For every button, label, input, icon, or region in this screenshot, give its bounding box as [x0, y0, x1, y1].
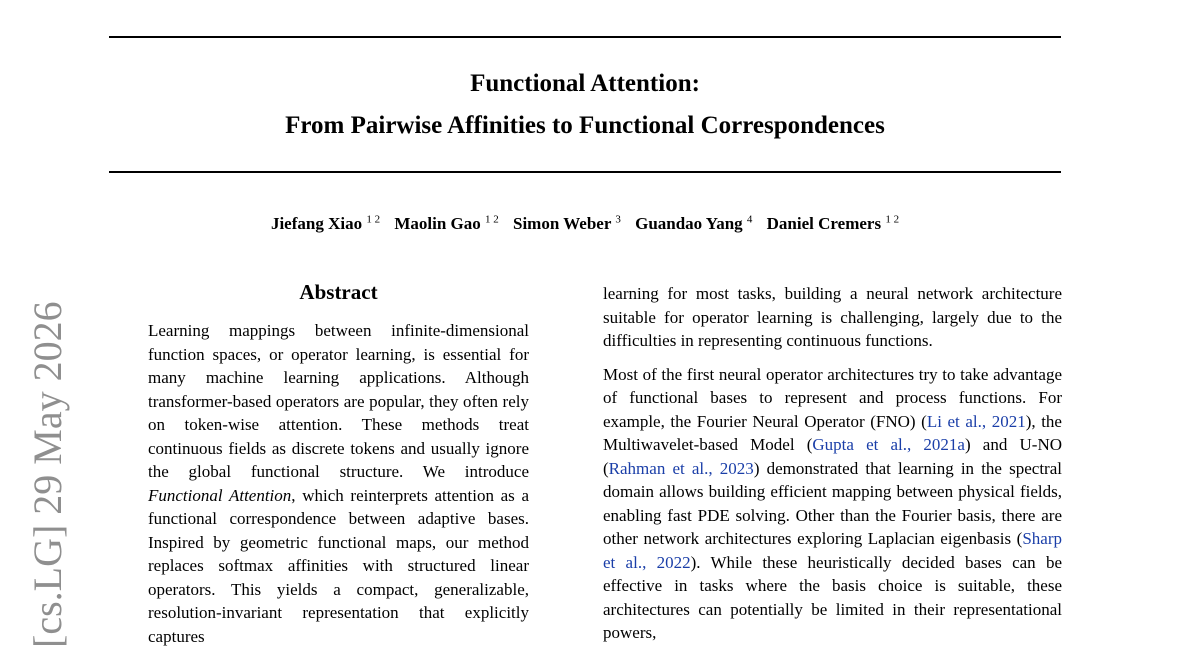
title-line-1: Functional Attention:: [470, 70, 700, 97]
arxiv-stamp: [cs.LG] 29 May 2026: [25, 301, 70, 648]
author-name: Daniel Cremers: [766, 213, 882, 233]
author-affiliation: 1 2: [885, 213, 900, 225]
author-name: Jiefang Xiao: [270, 213, 363, 233]
title-rule-top: [109, 36, 1061, 38]
author: [635, 214, 752, 233]
intro-text: ) demonstrated that learning in the spectral domain allows building efficient mapping between physical fields, enabling fast PDE solving. Other than the Fourier basis, there are other network architectures exploring Laplacian eigenbasis (: [603, 458, 1062, 548]
citation-link-rahman-2023[interactable]: Rahman et al., 2023: [608, 458, 754, 478]
author-name: Guandao Yang: [635, 213, 743, 233]
abstract-text: Learning mappings between infinite-dimensional function spaces, or operator learning, is essential for many machine learning applications. Although transformer-based operators are popular, they often rely on token-wise attention. These methods treat continuous fields as discrete tokens and usually ignore the global functional structure. We introduce: [148, 321, 529, 481]
intro-text: ) and U-NO (: [603, 435, 1062, 478]
author: [513, 214, 621, 233]
intro-column: [603, 282, 1062, 645]
author-affiliation: 1 2: [485, 213, 499, 225]
intro-paragraph-1: learning for most tasks, building a neural network architecture suitable for operator learning is challenging, largely due to the difficulties in representing continuous functions.: [603, 284, 1062, 350]
author-affiliation: 3: [615, 213, 621, 225]
abstract-text: , which reinterprets attention as a functional correspondence between adaptive bases. Inspired by geometric functional maps, our method replaces softmax affinities with structured linear operators. This yields a compact, generalizable, resolution-invariant representation that explicitly captures: [148, 485, 529, 646]
author: [271, 214, 380, 233]
author: [767, 214, 899, 233]
citation-link-gupta-2021a[interactable]: Gupta et al., 2021a: [812, 435, 965, 454]
author-name: Simon Weber: [513, 213, 612, 233]
intro-text: ). While these heuristically decided bases can be effective in tasks where the basis choice is suitable, these architectures can potentially be limited in their representational powers,: [603, 552, 1062, 642]
title-rule-bottom: [109, 171, 1061, 173]
intro-text: ), the Multiwavelet-based Model (: [603, 411, 1062, 454]
author-list: [109, 213, 1061, 234]
abstract-paragraph: [148, 319, 529, 648]
author-affiliation: 1 2: [366, 213, 381, 225]
author-name: Maolin Gao: [394, 213, 481, 233]
abstract-emphasis: Functional Attention: [148, 485, 292, 505]
author: [394, 214, 498, 233]
abstract-body: [148, 319, 529, 648]
abstract-heading: Abstract: [299, 280, 378, 304]
citation-link-sharp-2022[interactable]: Sharp et al., 2022: [603, 529, 1062, 572]
intro-text: Most of the first neural operator architectures try to take advantage of functional bases to represent and process functions. For example, the Fourier Neural Operator (FNO) (: [603, 364, 1062, 431]
author-affiliation: 4: [746, 213, 753, 225]
intro-paragraph-2: [603, 363, 1062, 645]
citation-link-li-2021[interactable]: Li et al., 2021: [926, 411, 1026, 431]
paper-title: [109, 63, 1061, 147]
title-line-2: From Pairwise Affinities to Functional Correspondences: [285, 112, 885, 139]
